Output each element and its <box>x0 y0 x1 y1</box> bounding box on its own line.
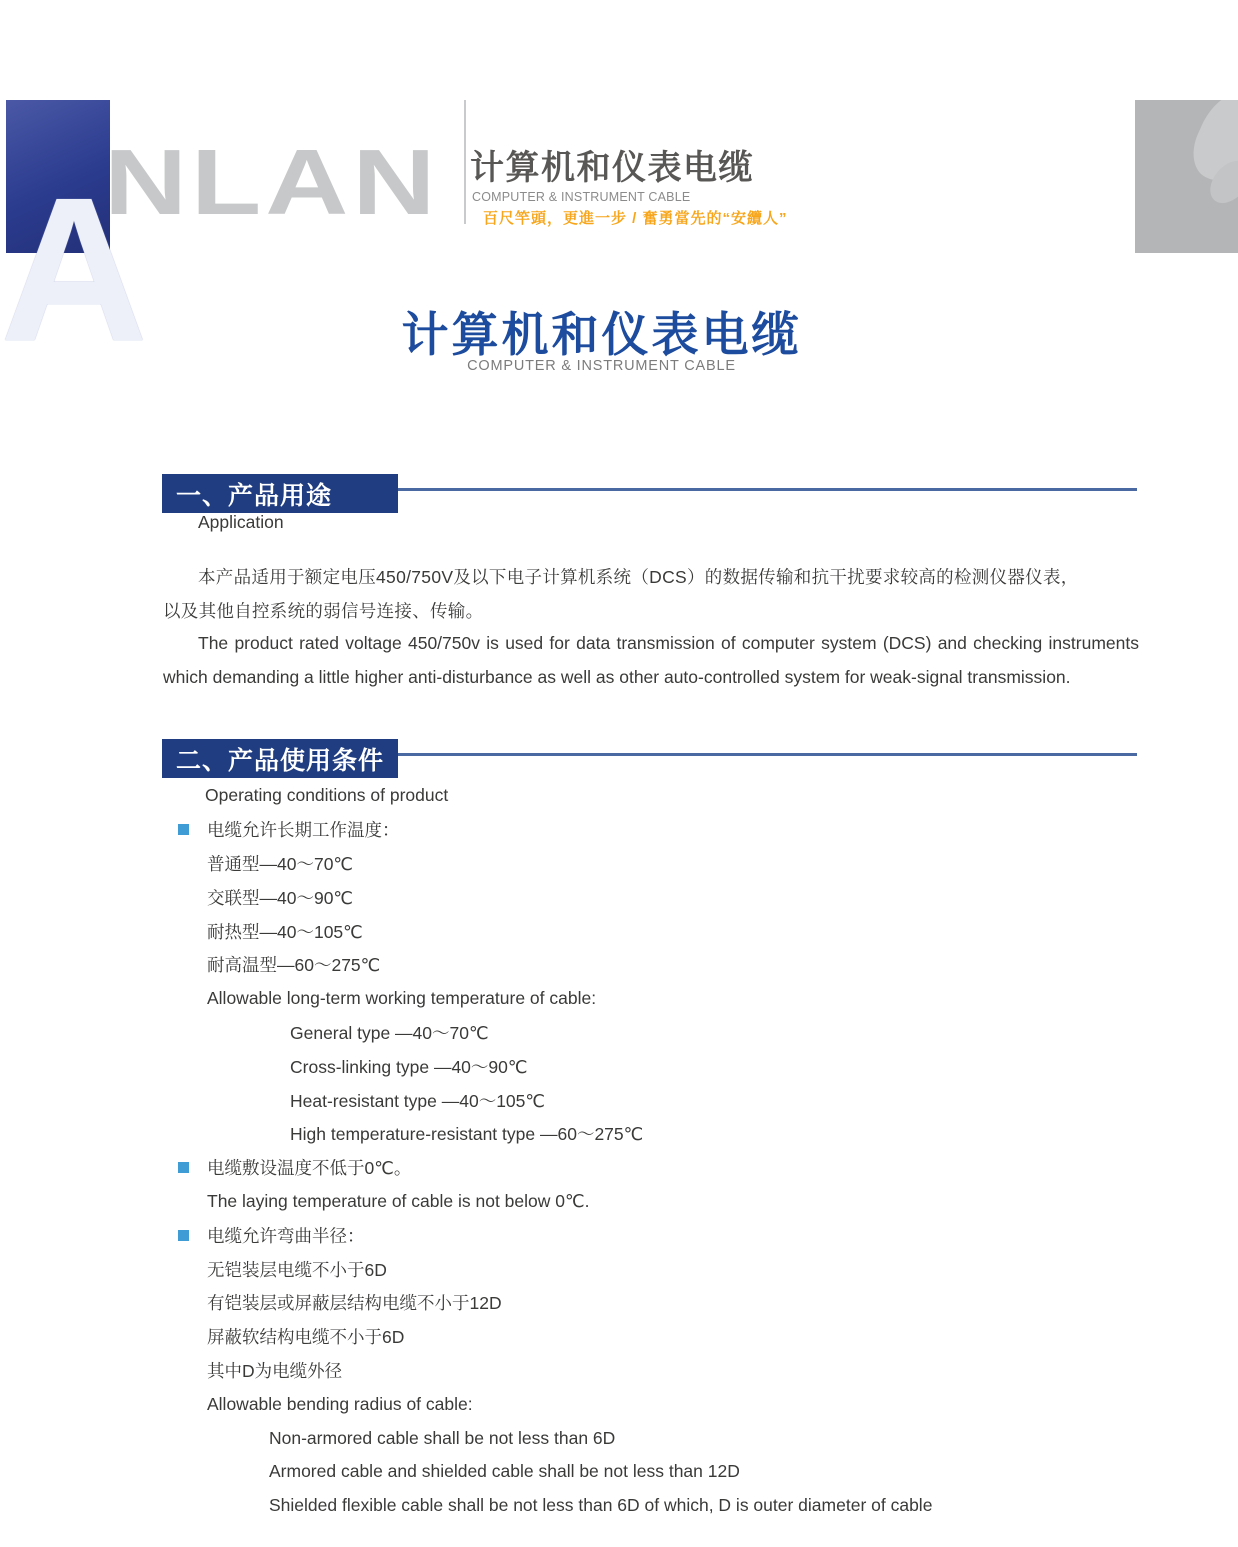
page-title-zh: 计算机和仪表电缆 <box>401 308 802 361</box>
page-title-en: COMPUTER & INSTRUMENT CABLE <box>467 358 736 374</box>
logo-text-nlan: NLAN <box>104 130 440 235</box>
header-slogan: 百尺竿頭，更進一步 / 奮勇當先的“安纜人” <box>483 210 788 227</box>
list-item-en: General type —40～70℃ <box>290 1022 489 1043</box>
logo-letter-a: A <box>0 155 149 384</box>
header-photo-placeholder <box>1135 100 1238 253</box>
bullet-square-icon <box>178 1230 189 1241</box>
header-title-zh: 计算机和仪表电缆 <box>470 149 754 187</box>
bullet-title: 电缆敷设温度不低于0℃。 <box>207 1158 412 1179</box>
list-item-en: Cross-linking type —40～90℃ <box>290 1056 528 1077</box>
header-divider <box>464 100 466 224</box>
list-item: 无铠装层电缆不小于6D <box>207 1259 387 1280</box>
list-item-en: Armored cable and shielded cable shall be not less than 12D <box>269 1461 740 1482</box>
list-item-en: High temperature-resistant type —60～275℃ <box>290 1124 644 1145</box>
section1-paragraph-en: The product rated voltage 450/750v is used for data transmission of computer system (DCS) and checking instruments which demanding a little higher anti-disturbance as well as other auto-controlled system for weak-signal transmission. <box>163 633 1139 687</box>
bullet-square-icon <box>178 1162 189 1173</box>
list-item: 其中D为电缆外径 <box>207 1360 343 1381</box>
section1-rule <box>398 488 1137 491</box>
paragraph-line: 以及其他自控系统的弱信号连接、传输。 <box>163 601 484 621</box>
section2-heading: 二、产品使用条件 <box>162 739 398 778</box>
section1-heading: 一、产品用途 <box>162 474 398 513</box>
list-item <box>163 1218 1173 1252</box>
bullet-title: 电缆允许弯曲半径： <box>207 1225 365 1246</box>
section2-content <box>163 779 1173 1523</box>
section2-subheading-en: Operating conditions of product <box>205 785 449 806</box>
list-item: 交联型—40～90℃ <box>207 887 354 908</box>
list-label-en: The laying temperature of cable is not below 0℃. <box>207 1190 590 1211</box>
list-item: 耐热型—40～105℃ <box>207 921 363 942</box>
list-item-en: Heat-resistant type —40～105℃ <box>290 1090 546 1111</box>
section2-rule <box>398 753 1137 756</box>
list-item-en: Non-armored cable shall be not less than 6D <box>269 1427 616 1448</box>
list-item: 耐高温型—60～275℃ <box>207 955 381 976</box>
list-label-en: Allowable long-term working temperature of cable: <box>207 988 597 1009</box>
list-item: 有铠装层或屏蔽层结构电缆不小于12D <box>207 1293 502 1314</box>
list-item: 屏蔽软结构电缆不小于6D <box>207 1327 405 1348</box>
anlan-logo <box>0 100 149 384</box>
header-title-en: COMPUTER & INSTRUMENT CABLE <box>472 190 691 204</box>
bullet-title: 电缆允许长期工作温度： <box>207 820 400 841</box>
list-item: 普通型—40～70℃ <box>207 853 354 874</box>
bullet-square-icon <box>178 824 189 835</box>
section1-subheading-en: Application <box>198 512 284 532</box>
list-item <box>163 813 1173 847</box>
paragraph-line: 本产品适用于额定电压450/750V及以下电子计算机系统（DCS）的数据传输和抗干扰要求较高的检测仪器仪表， <box>198 567 1079 587</box>
list-item <box>163 1151 1173 1185</box>
list-item-en: Shielded flexible cable shall be not less than 6D of which, D is outer diameter of cable <box>269 1495 933 1516</box>
section1-paragraph-zh <box>163 560 1139 628</box>
list-label-en: Allowable bending radius of cable: <box>207 1393 473 1414</box>
